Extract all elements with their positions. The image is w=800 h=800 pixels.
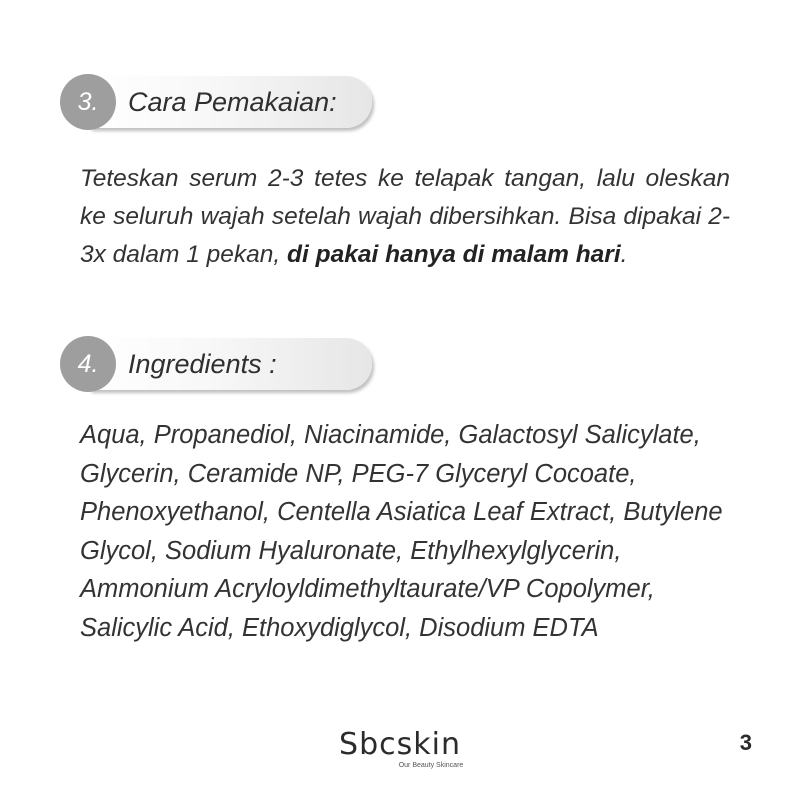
section-header-usage bbox=[60, 74, 380, 134]
section-title: Cara Pemakaian: bbox=[128, 87, 337, 117]
page-number: 3 bbox=[739, 730, 752, 755]
brand-tagline: Our Beauty Skincare bbox=[398, 762, 464, 769]
ingredients-paragraph: Aqua, Propanediol, Niacinamide, Galactosyl Salicylate, Glycerin, Ceramide NP, PEG-7 Glyceryl Cocoate, Phenoxyethanol, Centella Asiatica Leaf Extract, Butylene Glycol, Sodium Hyaluronate, Ethylhexylglycerin, Ammonium Acryloyldimethyltaurate/VP Copolymer, Salicylic Acid, Ethoxydiglycol, Disodium EDTA bbox=[80, 421, 723, 642]
usage-text-end: . bbox=[620, 241, 628, 268]
section-title: Ingredients : bbox=[128, 349, 277, 379]
usage-text: Teteskan serum 2-3 tetes ke telapak tangan, lalu oleskan ke seluruh wajah setelah wajah dibersihkan. Bisa dipakai 2-3x dalam 1 pekan, bbox=[80, 165, 730, 268]
section-header-ingredients bbox=[60, 336, 380, 396]
brand-name: Sbcskin bbox=[339, 727, 461, 762]
usage-bold-text: di pakai hanya di malam hari bbox=[287, 241, 621, 268]
usage-paragraph bbox=[80, 160, 730, 274]
section-number-badge: 3. bbox=[60, 74, 116, 130]
section-number-badge: 4. bbox=[60, 336, 116, 392]
brand-logo bbox=[0, 728, 800, 770]
